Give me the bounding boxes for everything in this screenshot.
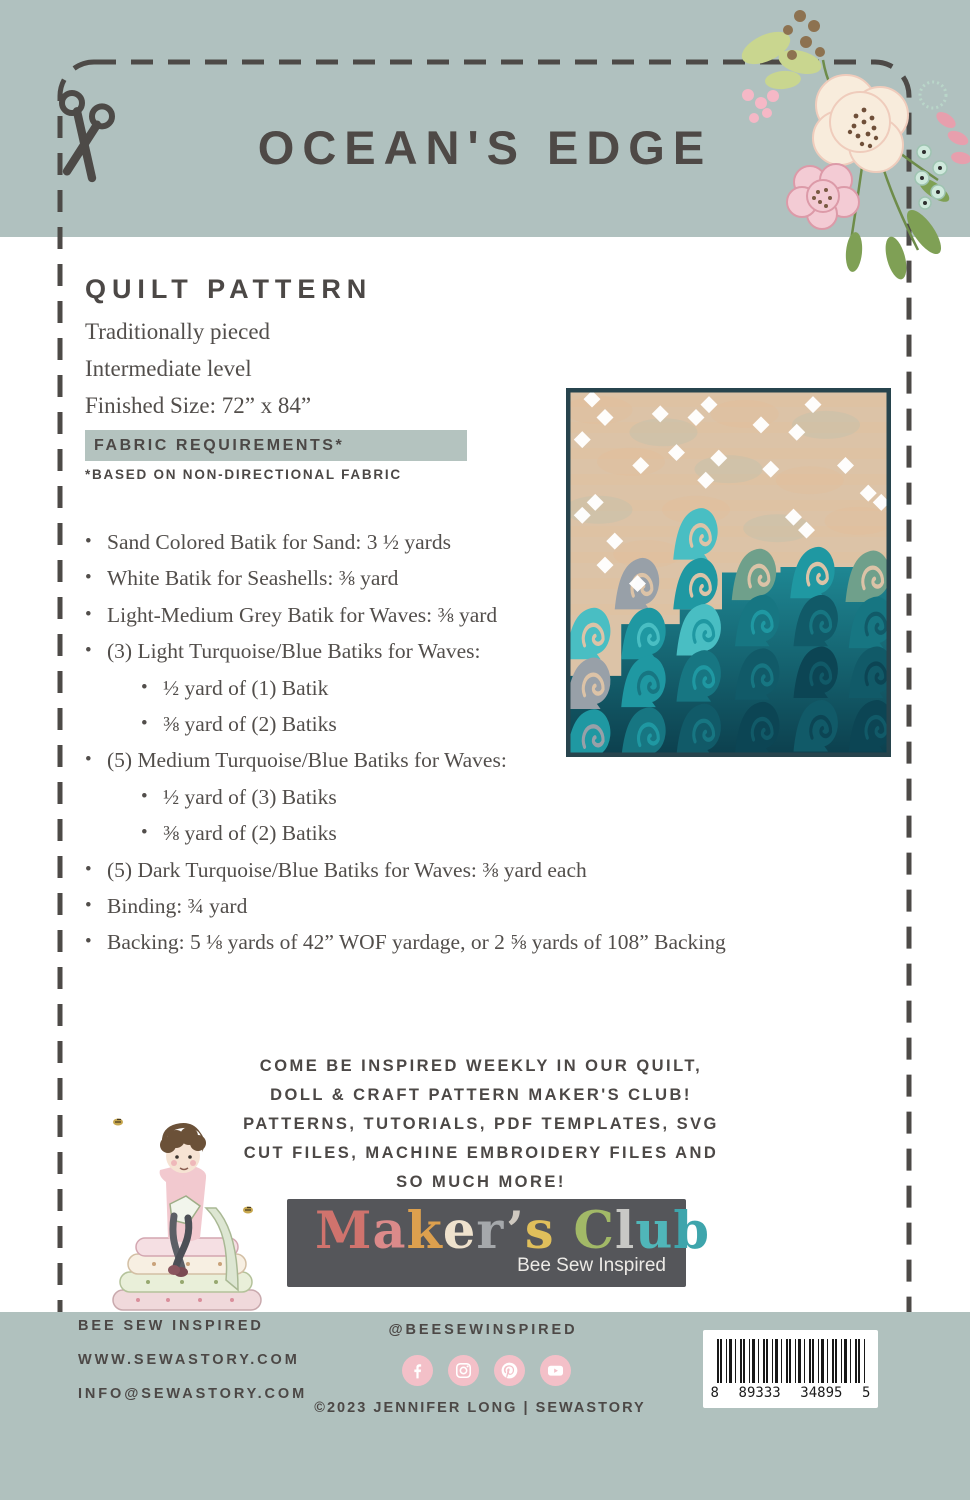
requirement-text: ⅜ yard of (2) Batiks	[163, 821, 337, 846]
footer-email[interactable]: INFO@SEWASTORY.COM	[78, 1386, 308, 1402]
requirement-item	[85, 852, 645, 888]
bullet: •	[85, 603, 92, 625]
wordmark-letter: u	[635, 1201, 674, 1261]
detail-size: Finished Size: 72” x 84”	[85, 393, 312, 418]
seamstress-illustration	[88, 1112, 278, 1312]
barcode-digits	[711, 1385, 871, 1401]
requirement-text: Light-Medium Grey Batik for Waves: ⅜ yard	[107, 602, 498, 627]
makers-club-wordmark	[315, 1201, 710, 1261]
barcode-bars	[717, 1339, 865, 1383]
requirement-item	[85, 633, 645, 669]
wordmark-letter: b	[673, 1201, 711, 1261]
requirement-text: (5) Medium Turquoise/Blue Batiks for Waves:	[107, 748, 507, 773]
fabric-note: *BASED ON NON-DIRECTIONAL FABRIC	[85, 467, 402, 482]
makers-club-logo	[287, 1199, 711, 1287]
requirement-item	[85, 779, 645, 815]
requirement-text: Backing: 5 ⅛ yards of 42” WOF yardage, or 2 ⅝ yards of 108” Backing	[107, 930, 726, 955]
bullet: •	[85, 531, 92, 552]
pitch-line: CUT FILES, MACHINE EMBROIDERY FILES AND	[243, 1144, 719, 1162]
barcode-digit-group: 5	[862, 1385, 871, 1401]
requirement-item	[85, 888, 645, 924]
detail-pieced: Traditionally pieced	[85, 319, 271, 344]
bullet: •	[141, 676, 148, 698]
page-title: OCEAN'S EDGE	[257, 121, 713, 174]
bullet: •	[85, 894, 92, 916]
youtube-icon[interactable]	[540, 1355, 571, 1386]
requirement-item	[85, 560, 645, 596]
detail-level: Intermediate level	[85, 356, 252, 381]
wordmark-letter: e	[442, 1201, 477, 1261]
pitch-line: COME BE INSPIRED WEEKLY IN OUR QUILT,	[259, 1057, 703, 1075]
barcode-digit-group: 8	[710, 1385, 719, 1401]
requirement-text: Sand Colored Batik for Sand: 3 ½ yards	[107, 530, 451, 554]
footer-brand: BEE SEW INSPIRED	[78, 1318, 264, 1334]
wordmark-letter	[555, 1201, 574, 1261]
barcode	[703, 1330, 878, 1408]
wordmark-letter: M	[315, 1201, 373, 1261]
requirement-item	[85, 670, 645, 706]
bullet: •	[85, 567, 92, 589]
barcode-digit-group: 34895	[800, 1385, 843, 1401]
bullet: •	[85, 858, 92, 880]
bee	[112, 1115, 123, 1126]
makers-club-subtitle: Bee Sew Inspired	[517, 1255, 666, 1276]
requirement-text: (5) Dark Turquoise/Blue Batiks for Waves: ⅜ yard each	[107, 857, 587, 882]
social-handle: @BEESEWINSPIRED	[388, 1322, 578, 1338]
requirement-item	[85, 815, 645, 851]
requirement-text: ½ yard of (1) Batik	[163, 675, 329, 700]
facebook-icon[interactable]	[402, 1355, 433, 1386]
pitch-line: DOLL & CRAFT PATTERN MAKER'S CLUB!	[270, 1086, 692, 1104]
copyright-line: ©2023 JENNIFER LONG | SEWASTORY	[314, 1400, 646, 1416]
wordmark-letter: ’	[506, 1201, 525, 1261]
pitch-line: PATTERNS, TUTORIALS, PDF TEMPLATES, SVG	[243, 1115, 719, 1133]
wordmark-letter: l	[614, 1201, 636, 1261]
wordmark-letter: s	[524, 1201, 555, 1261]
requirement-item	[85, 524, 645, 560]
bullet: •	[85, 749, 92, 771]
makers-club-pitch	[200, 1052, 762, 1197]
requirement-text: Binding: ¾ yard	[107, 893, 248, 918]
requirement-item	[85, 706, 645, 742]
social-icons-row	[402, 1355, 571, 1386]
barcode-digit-group: 89333	[738, 1385, 781, 1401]
fabric-requirements-label: FABRIC REQUIREMENTS*	[94, 436, 345, 454]
section-heading: QUILT PATTERN	[85, 274, 373, 304]
wordmark-letter: k	[406, 1201, 443, 1261]
instagram-icon[interactable]	[448, 1355, 479, 1386]
bee	[242, 1203, 253, 1214]
quilt-preview-image	[566, 388, 891, 757]
wordmark-letter: a	[372, 1201, 407, 1261]
fabric-requirements-list	[85, 524, 726, 961]
pinterest-icon[interactable]	[494, 1355, 525, 1386]
requirement-text: ⅜ yard of (2) Batiks	[163, 711, 337, 736]
bullet: •	[141, 712, 148, 734]
bullet: •	[141, 822, 148, 844]
requirement-text: White Batik for Seashells: ⅜ yard	[107, 566, 399, 591]
requirement-item	[85, 742, 645, 778]
requirement-text: (3) Light Turquoise/Blue Batiks for Waves:	[107, 639, 481, 664]
requirement-item	[85, 597, 645, 633]
bullet: •	[141, 785, 148, 807]
requirement-item	[85, 924, 726, 960]
wordmark-letter: C	[573, 1201, 615, 1261]
footer-website[interactable]: WWW.SEWASTORY.COM	[78, 1352, 300, 1368]
requirement-text: ½ yard of (3) Batiks	[163, 784, 337, 809]
pitch-line: SO MUCH MORE!	[396, 1173, 566, 1191]
wordmark-letter: r	[476, 1201, 507, 1261]
bullet: •	[85, 640, 92, 662]
bullet: •	[85, 931, 92, 953]
fabric-requirements-bar	[85, 430, 467, 461]
